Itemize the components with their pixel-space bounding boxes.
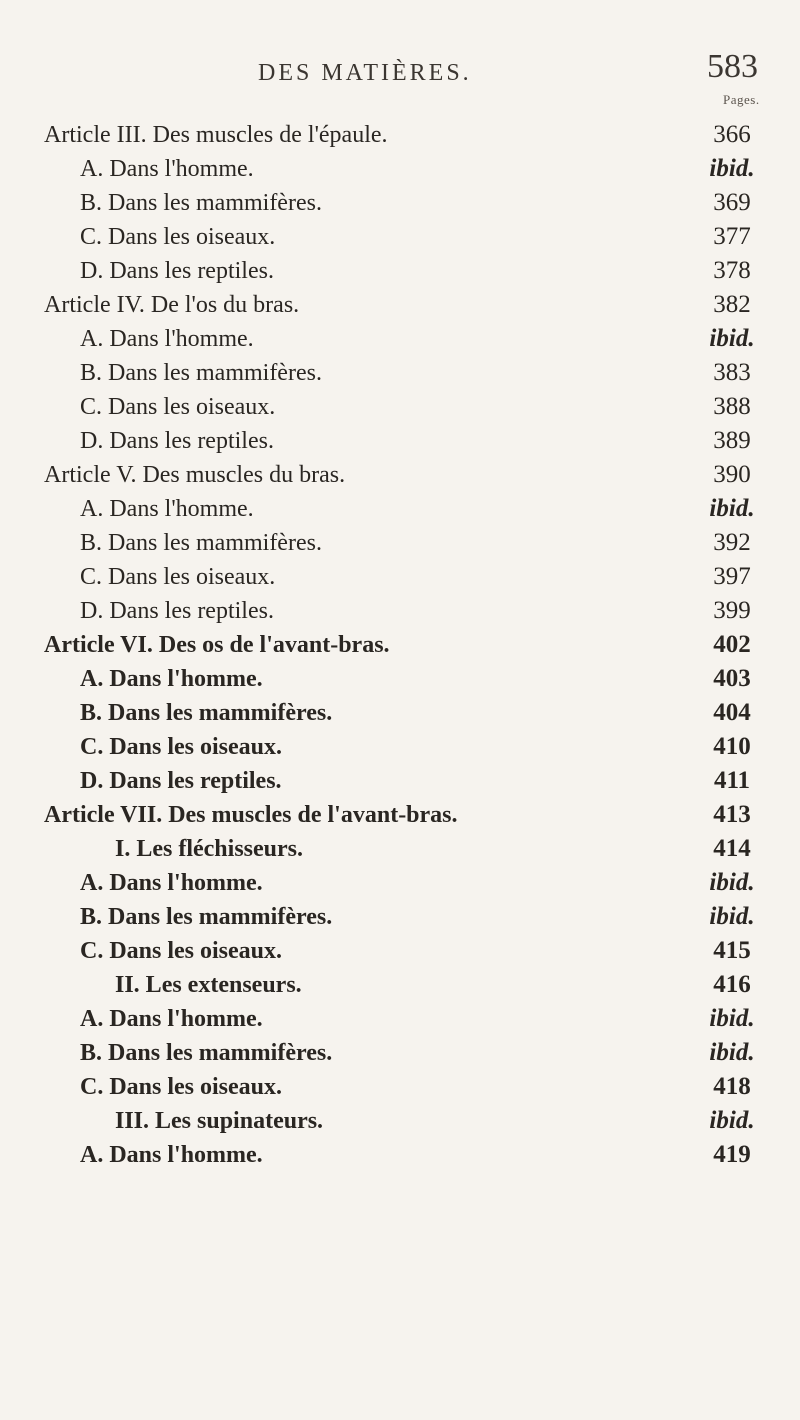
running-title: DES MATIÈRES. — [258, 60, 472, 86]
toc-entry-page: ibid. — [709, 1039, 755, 1066]
toc-entry — [0, 254, 800, 288]
toc-entry-page: ibid. — [709, 869, 755, 896]
toc-entry — [0, 1070, 800, 1104]
toc-entry-label: A. Dans l'homme. — [80, 496, 254, 522]
toc-entry-page: 369 — [713, 189, 751, 216]
page-number: 583 — [707, 48, 758, 85]
toc-entry-label: II. Les extenseurs. — [115, 972, 302, 998]
toc-entry — [0, 730, 800, 764]
toc-entry-page: 418 — [713, 1073, 751, 1100]
toc-entry — [0, 424, 800, 458]
toc-entry-page: 378 — [713, 257, 751, 284]
toc-entry-label: D. Dans les reptiles. — [80, 598, 274, 624]
toc-entry — [0, 866, 800, 900]
toc-entry-label: B. Dans les mammifères. — [80, 1040, 333, 1066]
toc-entry-label: D. Dans les reptiles. — [80, 428, 274, 454]
toc-entry-label: C. Dans les oiseaux. — [80, 938, 283, 964]
toc-entry-label: B. Dans les mammifères. — [80, 530, 322, 556]
toc-entry-page: 411 — [713, 767, 751, 794]
toc-entry-page: 383 — [713, 359, 751, 386]
toc-entry-page: 399 — [713, 597, 751, 624]
toc-entry-page: 403 — [713, 665, 751, 692]
toc-entry-label: C. Dans les oiseaux. — [80, 224, 276, 250]
toc-entry-page: 416 — [713, 971, 751, 998]
toc-entry-label: B. Dans les mammifères. — [80, 360, 322, 386]
toc-entry-label: Article III. Des muscles de l'épaule. — [44, 122, 388, 148]
toc-entry-page: 414 — [713, 835, 751, 862]
toc-entry-page: ibid. — [709, 903, 755, 930]
toc-entry — [0, 900, 800, 934]
toc-entry-page: ibid. — [709, 1107, 755, 1134]
toc-entry-page: ibid. — [709, 1005, 755, 1032]
toc-entry — [0, 390, 800, 424]
toc-entry-label: III. Les supinateurs. — [115, 1108, 324, 1134]
toc-entry — [0, 322, 800, 356]
toc-entry — [0, 288, 800, 322]
toc-entry — [0, 186, 800, 220]
toc-entry-page: 410 — [713, 733, 751, 760]
toc-entry — [0, 696, 800, 730]
toc-entry — [0, 594, 800, 628]
toc-entry — [0, 220, 800, 254]
toc-entry — [0, 1138, 800, 1172]
toc-entry-label: A. Dans l'homme. — [80, 1142, 263, 1168]
toc-entry-label: Article V. Des muscles du bras. — [44, 462, 346, 488]
toc-entry-page: 402 — [713, 631, 751, 658]
toc-entry-page: ibid. — [709, 495, 755, 522]
toc-entry-label: D. Dans les reptiles. — [80, 258, 274, 284]
toc-entry — [0, 764, 800, 798]
toc-entry-label: Article VII. Des muscles de l'avant-bras. — [44, 802, 458, 828]
toc-entry-label: I. Les fléchisseurs. — [115, 836, 303, 862]
toc-entry-label: A. Dans l'homme. — [80, 326, 254, 352]
toc-entry-label: A. Dans l'homme. — [80, 666, 263, 692]
toc-entry-page: 389 — [713, 427, 751, 454]
toc-entry — [0, 934, 800, 968]
toc-entry-label: B. Dans les mammifères. — [80, 700, 333, 726]
toc-entry-page: 404 — [713, 699, 751, 726]
toc-entry-page: 397 — [713, 563, 751, 590]
toc-entry-label: Article IV. De l'os du bras. — [44, 292, 300, 318]
toc-entry-page: 392 — [713, 529, 751, 556]
toc-entry — [0, 662, 800, 696]
toc-entry — [0, 1036, 800, 1070]
toc-entry-label: A. Dans l'homme. — [80, 870, 263, 896]
toc-entry-page: 413 — [713, 801, 751, 828]
table-of-contents — [0, 118, 800, 1172]
toc-entry-page: 382 — [713, 291, 751, 318]
toc-entry-page: 419 — [713, 1141, 751, 1168]
toc-entry — [0, 832, 800, 866]
toc-entry-label: B. Dans les mammifères. — [80, 904, 333, 930]
toc-entry — [0, 152, 800, 186]
toc-entry-label: C. Dans les oiseaux. — [80, 394, 276, 420]
toc-entry-page: 415 — [713, 937, 751, 964]
toc-entry-label: A. Dans l'homme. — [80, 156, 254, 182]
toc-entry-label: B. Dans les mammifères. — [80, 190, 322, 216]
toc-entry-page: 390 — [713, 461, 751, 488]
toc-entry-label: C. Dans les oiseaux. — [80, 1074, 283, 1100]
toc-entry — [0, 798, 800, 832]
toc-entry-page: ibid. — [709, 155, 755, 182]
toc-entry-page: 388 — [713, 393, 751, 420]
toc-entry — [0, 458, 800, 492]
toc-entry-page: 366 — [713, 121, 751, 148]
toc-entry-label: Article VI. Des os de l'avant-bras. — [44, 632, 390, 658]
pages-column-label: Pages. — [723, 92, 760, 107]
toc-entry-label: C. Dans les oiseaux. — [80, 734, 283, 760]
toc-entry-page: ibid. — [709, 325, 755, 352]
toc-entry — [0, 1104, 800, 1138]
toc-entry — [0, 356, 800, 390]
toc-entry — [0, 118, 800, 152]
toc-entry — [0, 526, 800, 560]
toc-entry — [0, 1002, 800, 1036]
toc-entry-page: 377 — [713, 223, 751, 250]
toc-entry — [0, 560, 800, 594]
page-header — [0, 0, 800, 120]
toc-entry-label: C. Dans les oiseaux. — [80, 564, 276, 590]
toc-entry — [0, 968, 800, 1002]
toc-entry-label: D. Dans les reptiles. — [80, 768, 282, 794]
toc-entry — [0, 492, 800, 526]
toc-entry — [0, 628, 800, 662]
toc-entry-label: A. Dans l'homme. — [80, 1006, 263, 1032]
